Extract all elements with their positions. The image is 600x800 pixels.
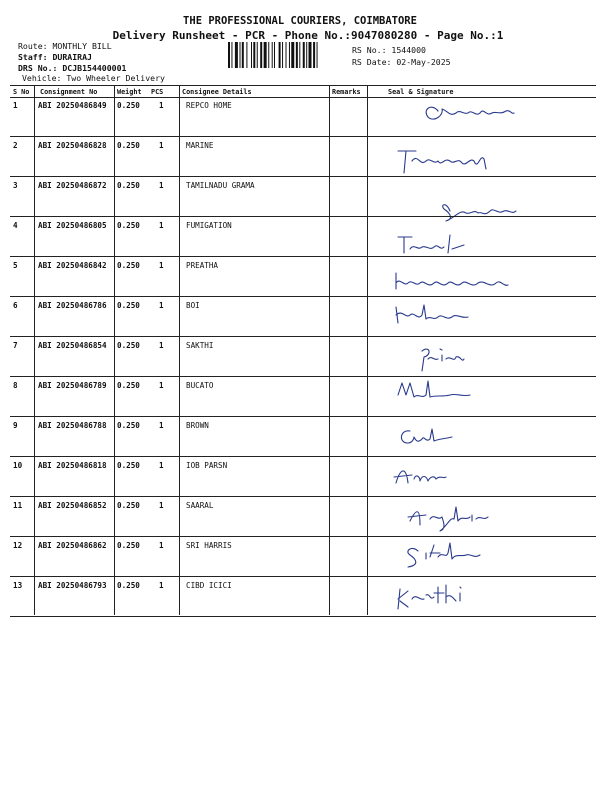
- row-consignee: SAKTHI: [186, 341, 214, 350]
- row-sno: 3: [13, 181, 18, 190]
- row-consignee: BROWN: [186, 421, 209, 430]
- row-weight: 0.250: [117, 181, 140, 190]
- signature-stroke: [408, 507, 488, 531]
- handwritten-signature: [390, 339, 600, 375]
- barcode-bar: [282, 42, 283, 68]
- rs-number: RS No.: 1544000: [352, 45, 426, 55]
- handwritten-signature: [390, 259, 600, 295]
- handwritten-signature: [390, 579, 600, 615]
- row-consignment: ABI 20250486842: [38, 261, 107, 270]
- table-row: [10, 97, 596, 137]
- row-consignee: PREATHA: [186, 261, 219, 270]
- table-row: [10, 537, 596, 577]
- barcode-bar: [279, 42, 281, 68]
- row-pcs: 1: [159, 541, 164, 550]
- barcode-bar: [313, 42, 315, 68]
- col-sno: S No: [13, 88, 30, 96]
- handwritten-signature: [390, 379, 600, 415]
- handwritten-signature: [390, 99, 600, 135]
- row-sno: 2: [13, 141, 18, 150]
- row-consignment: ABI 20250486872: [38, 181, 107, 190]
- row-consignee: SAARAL: [186, 501, 214, 510]
- row-pcs: 1: [159, 341, 164, 350]
- handwritten-signature: [390, 459, 600, 495]
- table-row: [10, 217, 596, 257]
- barcode-bar: [306, 42, 307, 68]
- handwritten-signature: [390, 419, 600, 455]
- row-weight: 0.250: [117, 421, 140, 430]
- row-weight: 0.250: [117, 581, 140, 590]
- row-consignment: ABI 20250486828: [38, 141, 107, 150]
- row-consignee: FUMIGATION: [186, 221, 232, 230]
- barcode-bar: [251, 42, 252, 68]
- row-consignment: ABI 20250486862: [38, 541, 107, 550]
- table-row: [10, 257, 596, 297]
- row-rule: [10, 616, 596, 617]
- row-sno: 13: [13, 581, 23, 590]
- signature-stroke: [398, 381, 470, 397]
- signature-stroke: [422, 349, 464, 371]
- col-signature: Seal & Signature: [388, 88, 454, 96]
- row-weight: 0.250: [117, 381, 140, 390]
- col-weight: Weight: [117, 88, 142, 96]
- row-consignee: BUCATO: [186, 381, 214, 390]
- row-consignee: BOI: [186, 301, 200, 310]
- row-weight: 0.250: [117, 301, 140, 310]
- route-label: Route: MONTHLY BILL: [18, 41, 112, 51]
- barcode-bar: [289, 42, 290, 68]
- table-row: [10, 297, 596, 337]
- runsheet-title: Delivery Runsheet - PCR - Phone No.:9047080280 - Page No.:1: [112, 29, 504, 42]
- col-details: Consignee Details: [182, 88, 252, 96]
- signature-stroke: [396, 305, 468, 323]
- row-sno: 9: [13, 421, 18, 430]
- barcode-bar: [253, 42, 255, 68]
- handwritten-signature: [390, 179, 600, 215]
- row-consignment: ABI 20250486789: [38, 381, 107, 390]
- row-consignment: ABI 20250486849: [38, 101, 107, 110]
- signature-stroke: [396, 273, 508, 289]
- table-row: [10, 137, 596, 177]
- rs-date: RS Date: 02-May-2025: [352, 57, 451, 67]
- col-consignment: Consignment No: [40, 88, 98, 96]
- row-consignee: MARINE: [186, 141, 214, 150]
- row-sno: 5: [13, 261, 18, 270]
- barcode-bar: [317, 42, 318, 68]
- table-top-rule: [10, 85, 596, 86]
- company-name: THE PROFESSIONAL COURIERS, COIMBATORE: [183, 15, 417, 27]
- signature-stroke: [426, 107, 514, 119]
- row-sno: 7: [13, 341, 18, 350]
- row-pcs: 1: [159, 381, 164, 390]
- row-pcs: 1: [159, 301, 164, 310]
- row-sno: 8: [13, 381, 18, 390]
- row-sno: 11: [13, 501, 23, 510]
- row-pcs: 1: [159, 221, 164, 230]
- signature-stroke: [398, 235, 464, 253]
- row-sno: 6: [13, 301, 18, 310]
- barcode-bar: [242, 42, 244, 68]
- row-pcs: 1: [159, 501, 164, 510]
- signature-stroke: [398, 585, 461, 609]
- row-sno: 1: [13, 101, 18, 110]
- barcode-bar: [231, 42, 232, 68]
- row-consignment: ABI 20250486793: [38, 581, 107, 590]
- barcode-bar: [235, 42, 238, 68]
- barcode-bar: [299, 42, 300, 68]
- row-pcs: 1: [159, 581, 164, 590]
- row-sno: 12: [13, 541, 23, 550]
- row-consignment: ABI 20250486852: [38, 501, 107, 510]
- handwritten-signature: [390, 539, 600, 575]
- row-sno: 10: [13, 461, 23, 470]
- barcode-bar: [296, 42, 298, 68]
- row-weight: 0.250: [117, 261, 140, 270]
- signature-stroke: [408, 543, 480, 567]
- col-pcs: PCS: [151, 88, 164, 96]
- vehicle-label: Vehicle: Two Wheeler Delivery: [22, 73, 165, 83]
- barcode-bar: [291, 42, 294, 68]
- handwritten-signature: [390, 219, 600, 255]
- barcode-bar: [264, 42, 267, 68]
- handwritten-signature: [390, 499, 600, 535]
- barcode-bar: [272, 42, 273, 68]
- barcode-bar: [246, 42, 247, 68]
- rs-info: [352, 44, 451, 68]
- row-consignment: ABI 20250486786: [38, 301, 107, 310]
- barcode-bar: [309, 42, 312, 68]
- row-pcs: 1: [159, 261, 164, 270]
- signature-stroke: [401, 429, 452, 443]
- staff-label: Staff: DURAIRAJ: [18, 52, 92, 62]
- barcode-bar: [260, 42, 262, 68]
- row-consignment: ABI 20250486854: [38, 341, 107, 350]
- row-weight: 0.250: [117, 341, 140, 350]
- row-weight: 0.250: [117, 501, 140, 510]
- table-row: [10, 417, 596, 457]
- row-weight: 0.250: [117, 541, 140, 550]
- row-consignee: SRI HARRIS: [186, 541, 232, 550]
- row-consignment: ABI 20250486805: [38, 221, 107, 230]
- row-sno: 4: [13, 221, 18, 230]
- row-weight: 0.250: [117, 101, 140, 110]
- table-row: [10, 177, 596, 217]
- barcode-bar: [240, 42, 241, 68]
- row-pcs: 1: [159, 101, 164, 110]
- row-consignee: TAMILNADU GRAMA: [186, 181, 255, 190]
- table-row: [10, 457, 596, 497]
- row-pcs: 1: [159, 181, 164, 190]
- table-row: [10, 577, 596, 617]
- table-row: [10, 337, 596, 377]
- barcode-bar: [303, 42, 305, 68]
- signature-stroke: [398, 151, 486, 173]
- row-consignee: REPCO HOME: [186, 101, 232, 110]
- row-consignee: IOB PARSN: [186, 461, 228, 470]
- drs-number: DRS No.: DCJB154400001: [18, 63, 127, 73]
- col-remarks: Remarks: [332, 88, 361, 96]
- barcode-bar: [274, 42, 275, 68]
- barcode-bar: [257, 42, 258, 68]
- table-row: [10, 377, 596, 417]
- handwritten-signature: [390, 299, 600, 335]
- row-consignee: CIBD ICICI: [186, 581, 232, 590]
- row-weight: 0.250: [117, 461, 140, 470]
- row-weight: 0.250: [117, 221, 140, 230]
- row-pcs: 1: [159, 461, 164, 470]
- row-consignment: ABI 20250486818: [38, 461, 107, 470]
- handwritten-signature: [390, 139, 600, 175]
- signature-stroke: [394, 471, 446, 483]
- barcode-bar: [228, 42, 230, 68]
- row-weight: 0.250: [117, 141, 140, 150]
- row-consignment: ABI 20250486788: [38, 421, 107, 430]
- barcode-bar: [268, 42, 269, 68]
- table-row: [10, 497, 596, 537]
- barcode: [228, 42, 344, 68]
- row-pcs: 1: [159, 421, 164, 430]
- row-pcs: 1: [159, 141, 164, 150]
- barcode-bar: [286, 42, 287, 68]
